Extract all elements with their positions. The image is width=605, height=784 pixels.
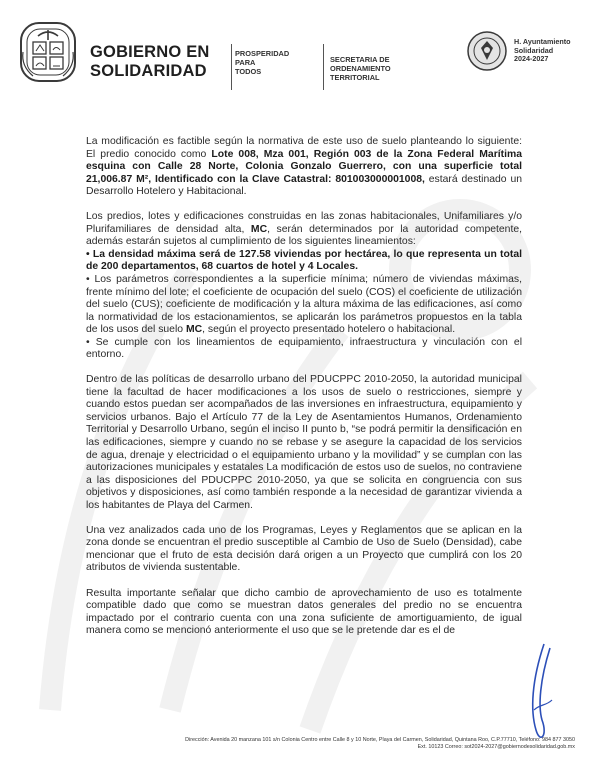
text-run: • Los parámetros correspondientes a la superficie mínima; número de viviendas máximas, frente mínimo del lote; el coeficiente de ocupación del suelo (COS) el coeficiente de utilización del suelo (CUS); coeficiente de modificación y la altura máxima de las edificaciones, así como la normatividad de los estacionamientos, se aplicarán los parámetros propuestos en la tabla de los usos del suelo	[86, 273, 522, 336]
text-run: • Se cumple con los lineamientos de equipamiento, infraestructura y vinculación con el entorno.	[86, 336, 522, 361]
text-run: Resulta importante señalar que dicho cambio de aprovechamiento de uso es totalmente compatible dado que como se muestran datos generales del predio no se encuentra impactado por el contrario cuenta con una zona suficiente de amortiguamiento, de igual manera como se mencionó anteriormente el uso que se le pretende dar es el de	[86, 587, 522, 637]
text-run: Una vez analizados cada uno de los Programas, Leyes y Reglamentos que se aplican en la zona donde se encuentran el predio susceptible al Cambio de Uso de Suelo (Densidad), cabe mencionar que el fruto de esta decisión dará origen a un Proyecto que cumplirá con los 20 atributos de vivienda sustentable.	[86, 524, 522, 574]
text-run: Dentro de las políticas de desarrollo urbano del PDUCPPC 2010-2050, la autoridad municipal tiene la facultad de hacer modificaciones a los usos de suelo o restricciones, siempre y cuando estos puedan ser acompañados de las inversiones en infraestructura, equipamiento y servicios urbanos. Bajo el Artículo 77 de la Ley de Asentamientos Humanos, Ordenamiento Territorial y Desarrollo Urbano, según el inciso II punto b, “se podrá permitir la densificación en las edificaciones, siempre y cuando no se rebase y se asegure la capacidad de los servicios de agua, drenaje y electricidad o el equipamiento urbano y la movilidad” y se cumplan con las autorizaciones municipales y estatales La modificación de estos uso de suelos, no contraviene a las disposiciones del PDUCPPC 2010-2050, ya que se solicita en congruencia con sus objetivos y disposiciones, así como también responde a la necesidad de garantizar vivienda a los habitantes de Playa del Carmen.	[86, 374, 522, 511]
guideline-bullet-density	[86, 249, 522, 274]
guidelines-intro	[86, 211, 522, 247]
slogan-line-2: PARA	[235, 58, 256, 67]
department-line-2: ORDENAMIENTO	[330, 64, 391, 73]
paragraph-urban-policy	[86, 374, 522, 512]
footer-address	[80, 737, 575, 751]
municipality-info	[514, 38, 604, 64]
bold-text-run: MC	[250, 223, 268, 235]
municipality-line-3: 2024-2027	[514, 54, 549, 64]
text-run: Los predios, lotes y edificaciones construidas en las zonas habitacionales, Unifamiliares y/o Plurifamiliares de densidad alta,	[86, 211, 522, 235]
paragraph-analysis	[86, 525, 522, 575]
slogan-line-3: TODOS	[235, 67, 262, 76]
municipality-line-1: H. Ayuntamiento	[514, 37, 571, 46]
brand-name	[90, 43, 230, 81]
bold-text-run: MC	[185, 324, 203, 336]
header-divider	[323, 44, 324, 90]
text-run: La modificación es factible según la normativa de este uso de suelo planteando lo siguiente: El predio conocido como	[86, 136, 522, 160]
paragraph-guidelines	[86, 211, 522, 362]
header-divider	[231, 44, 232, 90]
brand-line-1: GOBIERNO EN	[90, 43, 210, 61]
document-body	[86, 136, 522, 650]
department-line-1: SECRETARIA DE	[330, 55, 390, 64]
municipal-coat-of-arms-icon	[18, 20, 78, 84]
footer-line-2: Ext. 10123 Correo: sot2024-2027@gobiernodesolidaridad.gob.mx	[417, 744, 575, 750]
department-name	[330, 55, 430, 82]
footer-line-1: Dirección: Avenida 20 manzana 101 s/n Colonia Centro entre Calle 8 y 10 Norte, Playa del Carmen, Solidaridad, Quintana Roo, C.P.77710, Teléfono: 984 877 3050	[185, 737, 575, 743]
text-run: , según el proyecto presentado hotelero o habitacional.	[202, 324, 456, 336]
text-run: estará destinado un Desarrollo Hotelero y Habitacional.	[86, 173, 522, 198]
ayuntamiento-seal-icon	[466, 30, 508, 72]
text-run: , serán determinados por la autoridad competente, además estarán sujetos al cumplimiento de los siguientes lineamientos:	[86, 223, 522, 248]
guideline-bullet-parameters	[86, 274, 522, 337]
paragraph-feasibility	[86, 136, 522, 199]
bold-text-run: • La densidad máxima será de 127.58 viviendas por hectárea, lo que representa un total de 200 departamentos, 68 cuartos de hotel y 4 Locales.	[86, 248, 522, 273]
letterhead	[0, 0, 605, 100]
paragraph-compatibility	[86, 588, 522, 638]
guideline-bullet-infrastructure	[86, 337, 522, 362]
slogan	[235, 49, 315, 76]
department-line-3: TERRITORIAL	[330, 73, 380, 82]
municipality-line-2: Solidaridad	[514, 45, 554, 55]
slogan-line-1: PROSPERIDAD	[235, 49, 290, 58]
brand-line-2: SOLIDARIDAD	[90, 62, 207, 80]
bold-text-run: Lote 008, Mza 001, Región 003 de la Zona Federal Marítima esquina con Calle 28 Norte, Colonia Gonzalo Guerrero, con una superficie total 21,006.87 M², Identificado con la Clave Catastral: 801003000001008,	[86, 148, 523, 185]
